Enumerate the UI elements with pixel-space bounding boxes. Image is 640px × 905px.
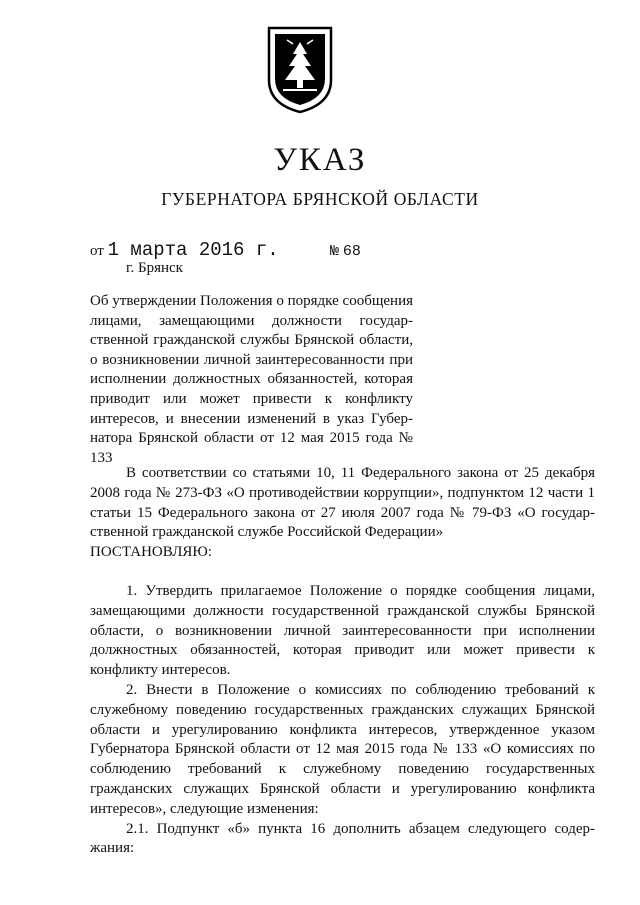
decree-subject: Об утверждении Положения о порядке сообщения лицами, замещающими должности государственной гражданской службы Брянской области, о возникновении личной заинтересованности при исполнении должностных обязанностей, которая приводит или может привести к конфликту интересов, и внесении изменений в указ Губернатора Брянской области от 12 мая 2015 года № 133 bbox=[90, 293, 413, 466]
number-label: № bbox=[330, 243, 340, 260]
number-value: 68 bbox=[342, 243, 361, 260]
item-1-paragraph: 1. Утвердить прилагаемое Положение о порядке сообщения лицами, замещающими должности государственной гражданской службы Брянской области, о возникновении личной заинтересованности при исполнении должностных обязанностей, которая приводит или может привести к конфликту интересов. bbox=[90, 582, 595, 679]
document-title: УКАЗ bbox=[273, 142, 367, 178]
bryansk-coat-of-arms-icon bbox=[263, 22, 337, 114]
city: г. Брянск bbox=[126, 260, 183, 276]
decree-body bbox=[90, 464, 595, 859]
item-2-1-paragraph: 2.1. Подпункт «б» пункта 16 дополнить абзацем следующего содержания: bbox=[90, 820, 595, 857]
decree-word: ПОСТАНОВЛЯЮ: bbox=[90, 544, 212, 561]
item-2-paragraph: 2. Внести в Положение о комиссиях по соблюдению требований к служебному поведению государственных гражданских служащих Брянской области и урегулированию конфликта интересов, утвержденное указом Губернатора Брянской области от 12 мая 2015 года № 133 «О комиссиях по соблюдению требований к служебному поведению государственных гражданских служащих Брянской области и урегулированию конфликта интересов», следующие изменения: bbox=[90, 681, 595, 817]
date-prefix: от bbox=[90, 243, 104, 259]
document-subtitle: ГУБЕРНАТОРА БРЯНСКОЙ ОБЛАСТИ bbox=[161, 189, 479, 209]
preamble-paragraph: В соответствии со статьями 10, 11 Федерального закона от 25 декабря 2008 года № 273-ФЗ «О противодействии коррупции», подпунктом 12 части 1 статьи 15 Федерального закона от 27 июля 2007 года № 79-ФЗ «О государственной гражданской службе Российской Федерации» bbox=[90, 465, 595, 541]
date-value: 1 марта 2016 г. bbox=[107, 239, 279, 261]
